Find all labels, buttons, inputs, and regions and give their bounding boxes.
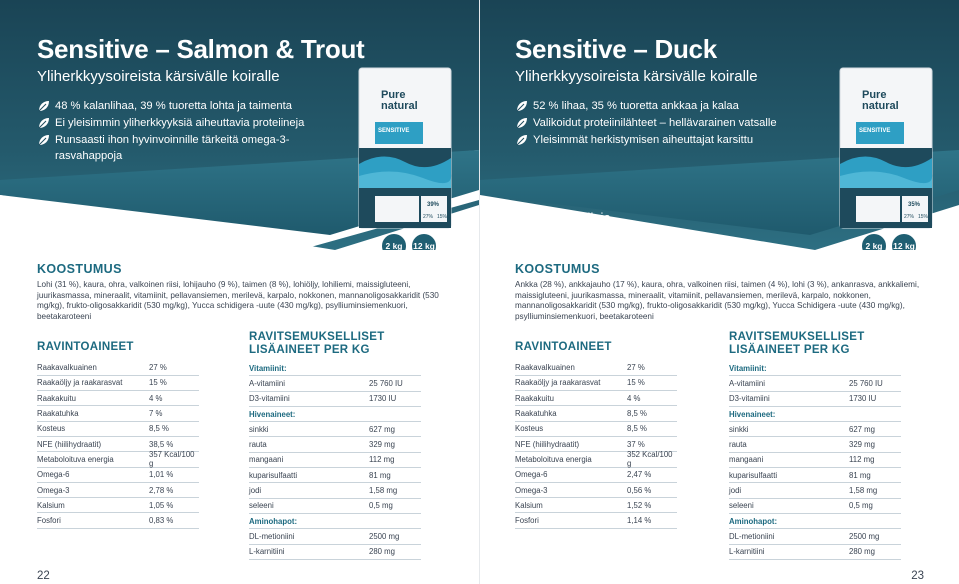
page-number: 23 xyxy=(911,570,924,582)
row-label: kuparisulfaatti xyxy=(729,470,778,480)
row-value: 15 % xyxy=(627,378,645,388)
nutrients-table xyxy=(515,341,677,529)
row-value: 1730 IU xyxy=(369,394,397,404)
table-row xyxy=(729,422,901,437)
row-label: Fosfori xyxy=(515,516,539,526)
table-row xyxy=(729,392,901,407)
table-row xyxy=(249,392,421,407)
amino-subheading: Aminohapot: xyxy=(249,514,421,529)
row-label: Metaboloituva energia xyxy=(37,454,114,464)
feature-list xyxy=(515,98,815,149)
row-value: 8,5 % xyxy=(627,424,647,434)
minerals-subheading: Hivenaineet: xyxy=(729,407,901,422)
table-row xyxy=(37,391,199,406)
page-left xyxy=(0,0,479,584)
row-value: 2,78 % xyxy=(149,485,174,495)
table-row xyxy=(37,498,199,513)
table-row xyxy=(729,437,901,452)
row-value: 1,58 mg xyxy=(849,486,878,496)
protein-label: proteiinia xyxy=(79,210,133,225)
table-row xyxy=(729,453,901,468)
row-value: 329 mg xyxy=(849,440,876,450)
table-row xyxy=(37,513,199,528)
nutrients-rows xyxy=(37,361,199,529)
row-value: 25 760 IU xyxy=(369,378,403,388)
table-row xyxy=(515,452,677,467)
size-badge: 12 kg xyxy=(891,233,917,250)
bag-pct-a: 39% xyxy=(427,202,440,208)
row-value: 38,5 % xyxy=(149,439,174,449)
row-label: Omega-6 xyxy=(37,470,70,480)
row-label: mangaani xyxy=(729,455,764,465)
row-label: NFE (hiilihydraatit) xyxy=(515,439,580,449)
feature-item xyxy=(515,132,815,148)
row-label: Raakatuhka xyxy=(515,409,557,419)
fat-label: rasvaa xyxy=(79,231,119,246)
bag-pct-c: 15% xyxy=(918,214,929,220)
row-value: 0,83 % xyxy=(149,516,174,526)
table-row xyxy=(515,406,677,421)
bag-pct-c: 15% xyxy=(437,214,448,220)
row-label: mangaani xyxy=(249,455,284,465)
table-row xyxy=(37,483,199,498)
size-badge: 12 kg xyxy=(411,233,437,250)
bag-brand-bottom: natural xyxy=(862,100,899,112)
page-right xyxy=(480,0,959,584)
vitamins-subheading: Vitamiinit: xyxy=(729,361,901,376)
table-row xyxy=(515,513,677,528)
table-row xyxy=(37,452,199,467)
ingredients-text: Lohi (31 %), kaura, ohra, valkoinen riisi, lohijauho (9 %), taimen (8 %), lohiöljy, lohiliemi, maissigluteeni, juurikasmassa, mineraalit, vitamiinit, pellavansiemen, merilevä, karpalo, nokkonen, mannanoligosakkaridit (530 mg/kg), frukto-oligosakkaridit (530 mg/kg), Yucca schidigera -uute (430 mg/kg), psylliuminsiemenkuori, beetakaroteeni xyxy=(37,280,439,321)
table-row xyxy=(249,468,421,483)
package-sizes xyxy=(381,233,437,250)
table-row xyxy=(515,361,677,376)
row-label: Fosfori xyxy=(37,516,61,526)
feature-text: Valikoidut proteiinilähteet – hellävarainen vatsalle xyxy=(533,117,777,129)
row-label: Metaboloituva energia xyxy=(515,454,592,464)
row-value: 2500 mg xyxy=(369,531,400,541)
protein-fat-summary xyxy=(37,207,133,249)
row-label: jodi xyxy=(729,486,742,496)
ingredients-heading: KOOSTUMUS xyxy=(515,262,600,276)
nutrients-table xyxy=(37,341,199,529)
table-row xyxy=(729,376,901,391)
table-row xyxy=(249,376,421,391)
feature-text: Yleisimmät herkistymisen aiheuttajat karsittu xyxy=(533,134,754,146)
ingredients-section xyxy=(515,262,935,322)
additives-table xyxy=(729,331,901,560)
amino-rows xyxy=(729,529,901,560)
row-value: 280 mg xyxy=(369,547,396,557)
product-title: Sensitive – Salmon & Trout xyxy=(37,34,365,64)
row-label: Kalsium xyxy=(37,500,65,510)
table-row xyxy=(515,498,677,513)
amino-subheading: Aminohapot: xyxy=(729,514,901,529)
bag-pct-b: 27% xyxy=(423,214,434,220)
row-label: Raakakuitu xyxy=(37,393,77,403)
table-row xyxy=(515,391,677,406)
row-value: 7 % xyxy=(149,409,163,419)
ingredients-text: Ankka (28 %), ankkajauho (17 %), kaura, ohra, valkoinen riisi, taimen (4 %), lohi (3 %), ankanrasva, ankkaliemi, maissigluteeni, juurikasmassa, mineraalit, vitamiinit, pellavansiemen, merilevä, karpalo, nokkonen, mannanoligosakkaridit (530 mg/kg), frukto-oligosakkaridit (530 mg/kg), Yucca Schidigera -uute (430 mg/kg), psylliuminsiemenkuori, beetakaroteeni xyxy=(515,280,920,321)
row-value: 357 Kcal/100 g xyxy=(149,450,195,469)
product-bag-image xyxy=(353,66,457,230)
leaf-icon xyxy=(515,116,529,130)
row-label: sinkki xyxy=(249,424,269,434)
row-value: 1,01 % xyxy=(149,470,174,480)
row-label: Raakaöljy ja raakarasvat xyxy=(515,378,601,388)
leaf-icon xyxy=(515,133,529,147)
size-badge: 2 kg xyxy=(381,233,407,250)
row-label: rauta xyxy=(249,440,267,450)
protein-value: 27 % xyxy=(515,207,554,226)
table-row xyxy=(249,545,421,560)
vitamins-subheading: Vitamiinit: xyxy=(249,361,421,376)
row-value: 81 mg xyxy=(369,470,391,480)
row-label: Kosteus xyxy=(515,424,544,434)
row-value: 1,14 % xyxy=(627,516,652,526)
row-value: 627 mg xyxy=(369,424,396,434)
nutrients-heading: RAVINTOAINEET xyxy=(515,341,612,353)
row-label: A-vitamiini xyxy=(249,378,285,388)
feature-text: 52 % lihaa, 35 % tuoretta ankkaa ja kalaa xyxy=(533,100,739,112)
row-label: Omega-3 xyxy=(37,485,70,495)
row-label: Raakaöljy ja raakarasvat xyxy=(37,378,123,388)
table-row xyxy=(515,376,677,391)
row-label: Raakakuitu xyxy=(515,393,555,403)
product-title: Sensitive – Duck xyxy=(515,34,717,64)
protein-label: proteiinia xyxy=(557,210,611,225)
row-label: D3-vitamiini xyxy=(729,394,770,404)
table-row xyxy=(249,422,421,437)
ingredients-heading: KOOSTUMUS xyxy=(37,262,122,276)
feature-item xyxy=(37,115,327,131)
table-row xyxy=(37,376,199,391)
row-value: 4 % xyxy=(627,393,641,403)
row-label: kuparisulfaatti xyxy=(249,470,298,480)
row-label: Omega-3 xyxy=(515,485,548,495)
table-row xyxy=(249,437,421,452)
feature-item xyxy=(37,132,327,164)
nutrients-rows xyxy=(515,361,677,529)
feature-text: Ei yleisimmin yliherkkyyksiä aiheuttavia proteiineja xyxy=(55,117,305,129)
amino-rows xyxy=(249,529,421,560)
bag-brand-top: Pure xyxy=(381,89,406,101)
row-label: Raakavalkuainen xyxy=(515,363,575,373)
row-value: 0,5 mg xyxy=(369,501,393,511)
table-row xyxy=(515,468,677,483)
row-label: L-karnitiini xyxy=(729,547,765,557)
row-value: 25 760 IU xyxy=(849,378,883,388)
table-row xyxy=(729,468,901,483)
row-label: Raakatuhka xyxy=(37,409,79,419)
hero-banner xyxy=(480,0,959,250)
bag-brand-top: Pure xyxy=(862,89,887,101)
leaf-icon xyxy=(515,99,529,113)
bag-variant: SENSITIVE xyxy=(378,128,410,134)
minerals-rows xyxy=(249,422,421,514)
table-row xyxy=(249,529,421,544)
row-value: 1,58 mg xyxy=(369,486,398,496)
row-label: Kosteus xyxy=(37,424,66,434)
leaf-icon xyxy=(37,99,51,113)
bag-variant: SENSITIVE xyxy=(859,128,891,134)
row-label: DL-metioniini xyxy=(249,531,295,541)
row-label: seleeni xyxy=(249,501,274,511)
row-value: 1,05 % xyxy=(149,500,174,510)
row-value: 0,56 % xyxy=(627,485,652,495)
row-label: Kalsium xyxy=(515,500,543,510)
table-row xyxy=(729,483,901,498)
row-value: 27 % xyxy=(149,363,167,373)
row-label: rauta xyxy=(729,440,747,450)
fat-value: 15 % xyxy=(515,228,554,247)
fat-label: rasvaa xyxy=(557,231,597,246)
row-value: 4 % xyxy=(149,393,163,403)
row-label: sinkki xyxy=(729,424,749,434)
row-label: Omega-6 xyxy=(515,470,548,480)
additives-heading: RAVITSEMUKSELLISET LISÄAINEET PER KG xyxy=(249,331,385,356)
leaf-icon xyxy=(37,133,51,147)
row-label: NFE (hiilihydraatit) xyxy=(37,439,102,449)
table-row xyxy=(37,361,199,376)
table-row xyxy=(729,529,901,544)
bag-pct-a: 35% xyxy=(908,202,921,208)
row-value: 280 mg xyxy=(849,547,876,557)
table-row xyxy=(729,499,901,514)
hero-banner xyxy=(0,0,479,250)
minerals-rows xyxy=(729,422,901,514)
fat-value: 15 % xyxy=(37,228,76,247)
row-label: seleeni xyxy=(729,501,754,511)
row-value: 15 % xyxy=(149,378,167,388)
row-value: 2500 mg xyxy=(849,531,880,541)
vitamins-rows xyxy=(729,376,901,407)
feature-item xyxy=(37,98,327,114)
table-row xyxy=(249,483,421,498)
feature-text: Runsaasti ihon hyvinvoinnille tärkeitä omega-3-rasvahappoja xyxy=(55,134,290,162)
row-label: jodi xyxy=(249,486,262,496)
table-row xyxy=(37,422,199,437)
product-subtitle: Yliherkkyysoireista kärsivälle koiralle xyxy=(37,68,280,85)
row-value: 8,5 % xyxy=(149,424,169,434)
row-label: A-vitamiini xyxy=(729,378,765,388)
row-value: 329 mg xyxy=(369,440,396,450)
row-label: DL-metioniini xyxy=(729,531,775,541)
size-badge: 2 kg xyxy=(861,233,887,250)
vitamins-rows xyxy=(249,376,421,407)
table-row xyxy=(515,483,677,498)
row-value: 1,52 % xyxy=(627,500,652,510)
bag-brand-bottom: natural xyxy=(381,100,418,112)
feature-item xyxy=(515,115,815,131)
feature-item xyxy=(515,98,815,114)
row-value: 27 % xyxy=(627,363,645,373)
table-row xyxy=(249,499,421,514)
additives-heading: RAVITSEMUKSELLISET LISÄAINEET PER KG xyxy=(729,331,865,356)
product-subtitle: Yliherkkyysoireista kärsivälle koiralle xyxy=(515,68,758,85)
protein-value: 27 % xyxy=(37,207,76,226)
nutrients-heading: RAVINTOAINEET xyxy=(37,341,134,353)
row-label: Raakavalkuainen xyxy=(37,363,97,373)
table-row xyxy=(37,406,199,421)
row-value: 2,47 % xyxy=(627,470,652,480)
protein-fat-summary xyxy=(515,207,611,249)
row-value: 627 mg xyxy=(849,424,876,434)
leaf-icon xyxy=(37,116,51,130)
row-value: 112 mg xyxy=(369,455,395,465)
row-value: 352 Kcal/100 g xyxy=(627,450,673,469)
table-row xyxy=(37,468,199,483)
ingredients-section xyxy=(37,262,457,322)
page-number: 22 xyxy=(37,570,50,582)
table-row xyxy=(515,422,677,437)
row-value: 8,5 % xyxy=(627,409,647,419)
additives-table xyxy=(249,331,421,560)
feature-text: 48 % kalanlihaa, 39 % tuoretta lohta ja taimenta xyxy=(55,100,292,112)
row-value: 37 % xyxy=(627,439,645,449)
minerals-subheading: Hivenaineet: xyxy=(249,407,421,422)
row-label: L-karnitiini xyxy=(249,547,285,557)
row-value: 112 mg xyxy=(849,455,875,465)
row-value: 81 mg xyxy=(849,470,871,480)
row-value: 0,5 mg xyxy=(849,501,873,511)
bag-pct-b: 27% xyxy=(904,214,915,220)
table-row xyxy=(249,453,421,468)
package-sizes xyxy=(861,233,917,250)
table-row xyxy=(729,545,901,560)
row-value: 1730 IU xyxy=(849,394,877,404)
product-bag-image xyxy=(834,66,938,230)
feature-list xyxy=(37,98,327,165)
row-label: D3-vitamiini xyxy=(249,394,290,404)
